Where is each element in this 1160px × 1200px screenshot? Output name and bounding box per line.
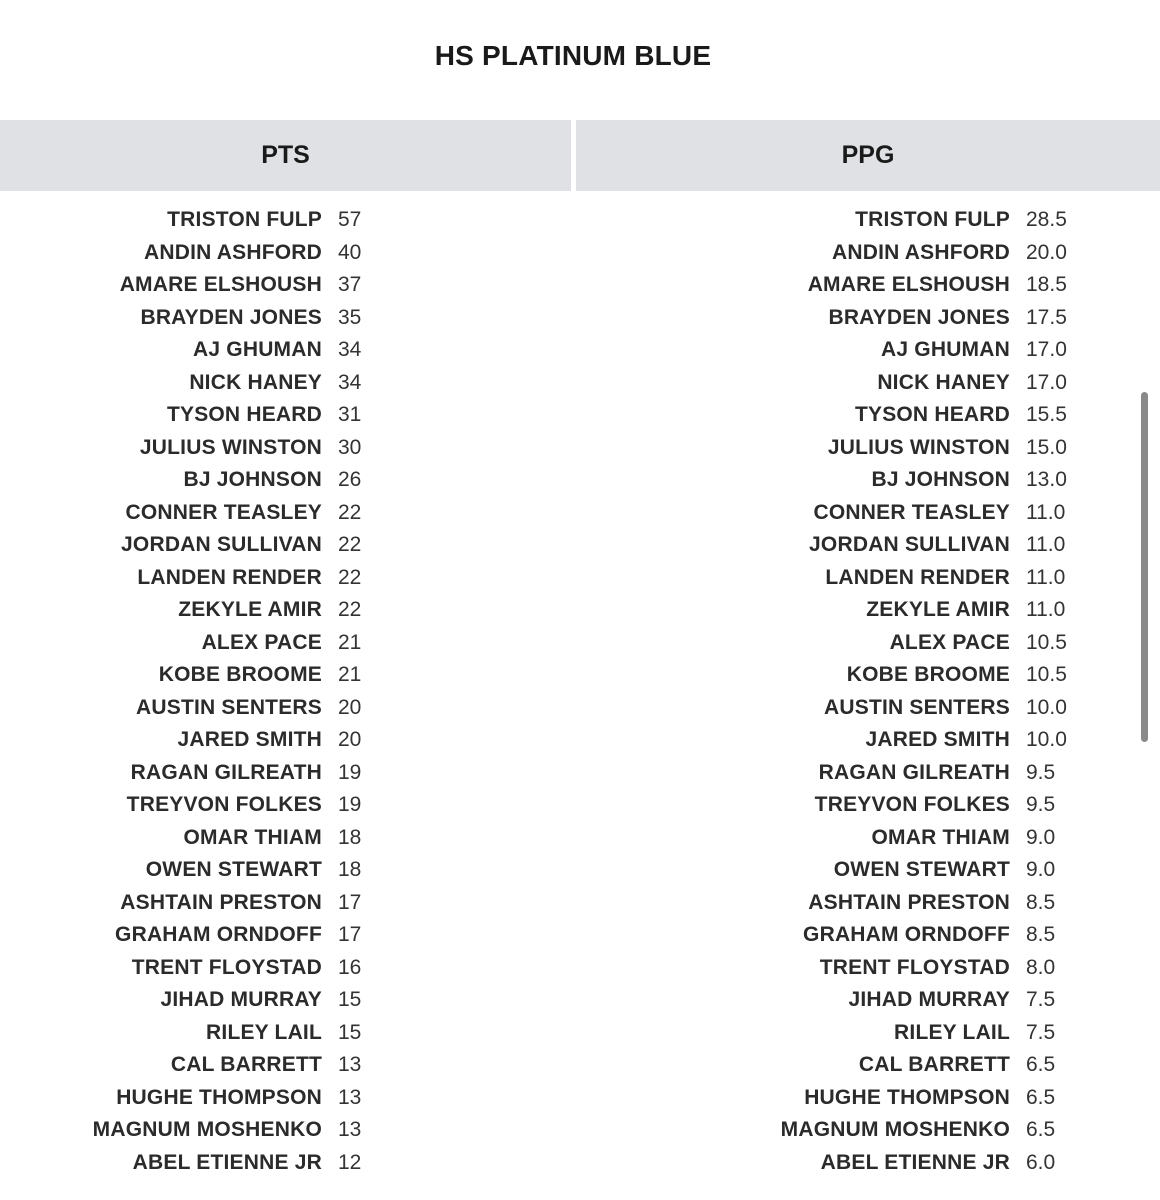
table-row [0,1147,1010,1180]
ppg-player-name: JULIUS WINSTON [827,435,1010,459]
pts-player-name: TYSON HEARD [166,403,322,426]
ppg-player-name: HUGHE THOMPSON [804,1085,1010,1109]
pts-player-name: ASHTAIN PRESTON [120,890,322,914]
pts-value: 30 [338,435,362,459]
ppg-player-name: JIHAD MURRAY [848,988,1010,1011]
table-row [0,952,1010,985]
ppg-value: 11.0 [1026,533,1066,556]
table-row [1026,692,1086,725]
pts-player-name: CONNER TEASLEY [125,500,322,524]
table-row [0,1114,1010,1147]
ppg-player-name: AJ GHUMAN [881,338,1010,361]
pts-player-name: AUSTIN SENTERS [136,695,322,719]
ppg-player-name: OWEN STEWART [833,858,1010,881]
table-row [1026,984,1086,1017]
table-row [0,692,1010,725]
table-row [0,919,1010,952]
ppg-value: 7.5 [1026,1020,1056,1044]
pts-value: 22 [338,598,362,621]
pts-player-name: HUGHE THOMPSON [116,1085,322,1109]
ppg-player-name: JORDAN SULLIVAN [809,533,1010,556]
pts-player-name: LANDEN RENDER [137,565,322,589]
ppg-player-name: ABEL ETIENNE JR [820,1150,1010,1174]
pts-value: 19 [338,760,362,784]
pts-value: 31 [338,403,362,426]
table-row [1026,237,1086,270]
pts-player-name: OMAR THIAM [183,825,322,849]
pts-value: 21 [338,630,362,654]
ppg-player-name: ZEKYLE AMIR [866,598,1010,621]
pts-value: 20 [338,728,362,751]
ppg-value: 8.0 [1026,955,1056,979]
ppg-value: 28.5 [1026,208,1067,231]
ppg-player-name: AUSTIN SENTERS [824,695,1010,719]
ppg-value: 11.0 [1026,565,1066,589]
table-row [1026,204,1086,237]
table-row [0,497,1010,530]
ppg-player-name: KOBE BROOME [846,663,1010,686]
ppg-player-name: TREYVON FOLKES [814,793,1010,816]
ppg-value: 8.5 [1026,923,1056,946]
pts-value: 37 [338,273,362,296]
ppg-value: 11.0 [1026,500,1066,524]
pts-value: 13 [338,1053,362,1076]
pts-value: 22 [338,565,362,589]
ppg-player-name: LANDEN RENDER [825,565,1010,589]
table-row [0,854,1010,887]
pts-player-name: BRAYDEN JONES [140,305,322,329]
table-row [1026,594,1086,627]
pts-player-name: GRAHAM ORNDOFF [115,923,322,946]
table-row [0,1049,1010,1082]
table-row [1026,854,1086,887]
pts-player-name: MAGNUM MOSHENKO [92,1118,322,1141]
table-row [1026,334,1086,367]
table-row [1026,627,1086,660]
pts-value: 18 [338,858,362,881]
ppg-player-name: MAGNUM MOSHENKO [780,1118,1010,1141]
table-row [1026,367,1086,400]
pts-value: 13 [338,1118,362,1141]
ppg-player-name: AMARE ELSHOUSH [807,273,1010,296]
pts-value: 34 [338,370,362,394]
pts-value: 57 [338,208,362,231]
ppg-value: 6.5 [1026,1053,1056,1076]
pts-player-name: TRISTON FULP [167,208,322,231]
ppg-player-name: RAGAN GILREATH [818,760,1010,784]
table-row [0,562,1010,595]
table-row [0,237,1010,270]
ppg-player-name: CAL BARRETT [858,1053,1010,1076]
pts-value: 13 [338,1085,362,1109]
vertical-scrollbar[interactable] [1141,392,1148,742]
table-row [0,464,1010,497]
pts-value: 20 [338,695,362,719]
page-title: HS PLATINUM BLUE [434,40,712,71]
pts-value: 17 [338,923,362,946]
ppg-player-name: RILEY LAIL [894,1020,1010,1044]
table-row [0,302,1010,335]
ppg-value: 18.5 [1026,273,1067,296]
table-row [0,887,1010,920]
ppg-value: 17.0 [1026,338,1067,361]
ppg-player-name: TYSON HEARD [854,403,1010,426]
ppg-player-name: TRENT FLOYSTAD [819,955,1010,979]
pts-player-name: KOBE BROOME [158,663,322,686]
pts-value: 21 [338,663,362,686]
table-row [0,529,1010,562]
pts-value: 15 [338,988,362,1011]
table-row [0,757,1010,790]
pts-value: 22 [338,533,362,556]
ppg-player-name: CONNER TEASLEY [813,500,1010,524]
pts-player-name: RILEY LAIL [206,1020,322,1044]
table-row [1026,1114,1086,1147]
pts-value: 34 [338,338,362,361]
pts-player-name: RAGAN GILREATH [130,760,322,784]
table-row [1026,302,1086,335]
pts-value: 17 [338,890,362,914]
ppg-value: 8.5 [1026,890,1056,914]
table-row [1026,562,1086,595]
table-row [0,204,1010,237]
pts-player-name: JORDAN SULLIVAN [121,533,322,556]
ppg-value: 6.5 [1026,1085,1056,1109]
pts-player-name: CAL BARRETT [170,1053,322,1076]
pts-player-name: NICK HANEY [189,370,322,394]
pts-value: 16 [338,955,362,979]
pts-value: 18 [338,825,362,849]
ppg-value: 6.5 [1026,1118,1056,1141]
pts-player-name: BJ JOHNSON [183,468,322,491]
ppg-player-name: BJ JOHNSON [871,468,1010,491]
table-row [1026,822,1086,855]
pts-player-name: TRENT FLOYSTAD [131,955,322,979]
pts-player-name: ABEL ETIENNE JR [132,1150,322,1174]
table-header [0,120,1160,191]
table-row [0,1017,1010,1050]
pts-player-name: JULIUS WINSTON [139,435,322,459]
pts-player-name: ZEKYLE AMIR [178,598,322,621]
ppg-player-name: ALEX PACE [889,630,1010,654]
pts-value: 22 [338,500,362,524]
table-row [1026,887,1086,920]
ppg-value: 9.5 [1026,760,1056,784]
ppg-player-name: JARED SMITH [865,728,1010,751]
ppg-value: 17.5 [1026,305,1067,329]
table-row [0,789,1010,822]
table-row [1026,724,1086,757]
table-row [1026,1049,1086,1082]
table-row [1026,757,1086,790]
pts-player-name: AMARE ELSHOUSH [119,273,322,296]
pts-value: 19 [338,793,362,816]
table-row [1026,1147,1086,1180]
ppg-value: 15.0 [1026,435,1067,459]
table-row [0,594,1010,627]
ppg-value: 10.0 [1026,695,1067,719]
pts-value: 12 [338,1150,362,1174]
ppg-player-name: ASHTAIN PRESTON [808,890,1010,914]
table-row [0,822,1010,855]
pts-value: 26 [338,468,362,491]
pts-value: 35 [338,305,362,329]
table-row [1026,1082,1086,1115]
ppg-value: 10.5 [1026,663,1067,686]
table-row [1026,659,1086,692]
table-row [1026,919,1086,952]
pts-player-name: ALEX PACE [201,630,322,654]
ppg-player-name: NICK HANEY [877,370,1010,394]
ppg-player-name: ANDIN ASHFORD [832,240,1010,264]
table-row [1026,789,1086,822]
table-row [0,367,1010,400]
table-row [1026,464,1086,497]
ppg-value: 11.0 [1026,598,1066,621]
table-row [0,269,1010,302]
ppg-value: 13.0 [1026,468,1067,491]
ppg-value: 10.5 [1026,630,1067,654]
pts-column-header[interactable]: PTS [0,120,571,191]
table-row [0,724,1010,757]
ppg-value: 7.5 [1026,988,1056,1011]
ppg-value: 6.0 [1026,1150,1056,1174]
table-row [0,399,1010,432]
table-row [1026,399,1086,432]
pts-player-name: ANDIN ASHFORD [144,240,322,264]
table-row [1026,497,1086,530]
pts-player-name: AJ GHUMAN [193,338,322,361]
pts-player-name: JIHAD MURRAY [160,988,322,1011]
pts-player-name: TREYVON FOLKES [126,793,322,816]
pts-player-name: OWEN STEWART [145,858,322,881]
ppg-value: 20.0 [1026,240,1067,264]
ppg-column-header[interactable]: PPG [576,120,1160,191]
ppg-value: 17.0 [1026,370,1067,394]
ppg-value: 9.5 [1026,793,1056,816]
ppg-value: 9.0 [1026,825,1056,849]
ppg-player-name: GRAHAM ORNDOFF [803,923,1010,946]
table-row [0,432,1010,465]
table-row [0,334,1010,367]
pts-value: 15 [338,1020,362,1044]
table-row [0,1082,1010,1115]
ppg-name-column [0,204,1010,1179]
pts-player-name: JARED SMITH [177,728,322,751]
ppg-value: 15.5 [1026,403,1067,426]
ppg-player-name: TRISTON FULP [855,208,1010,231]
pts-value: 40 [338,240,362,264]
ppg-value: 10.0 [1026,728,1067,751]
ppg-player-name: BRAYDEN JONES [828,305,1010,329]
ppg-value-column [1026,204,1086,1179]
table-row [1026,529,1086,562]
table-row [1026,269,1086,302]
table-row [0,627,1010,660]
ppg-player-name: OMAR THIAM [871,825,1010,849]
table-row [0,984,1010,1017]
table-row [1026,432,1086,465]
table-row [1026,1017,1086,1050]
table-row [1026,952,1086,985]
table-row [0,659,1010,692]
ppg-value: 9.0 [1026,858,1056,881]
